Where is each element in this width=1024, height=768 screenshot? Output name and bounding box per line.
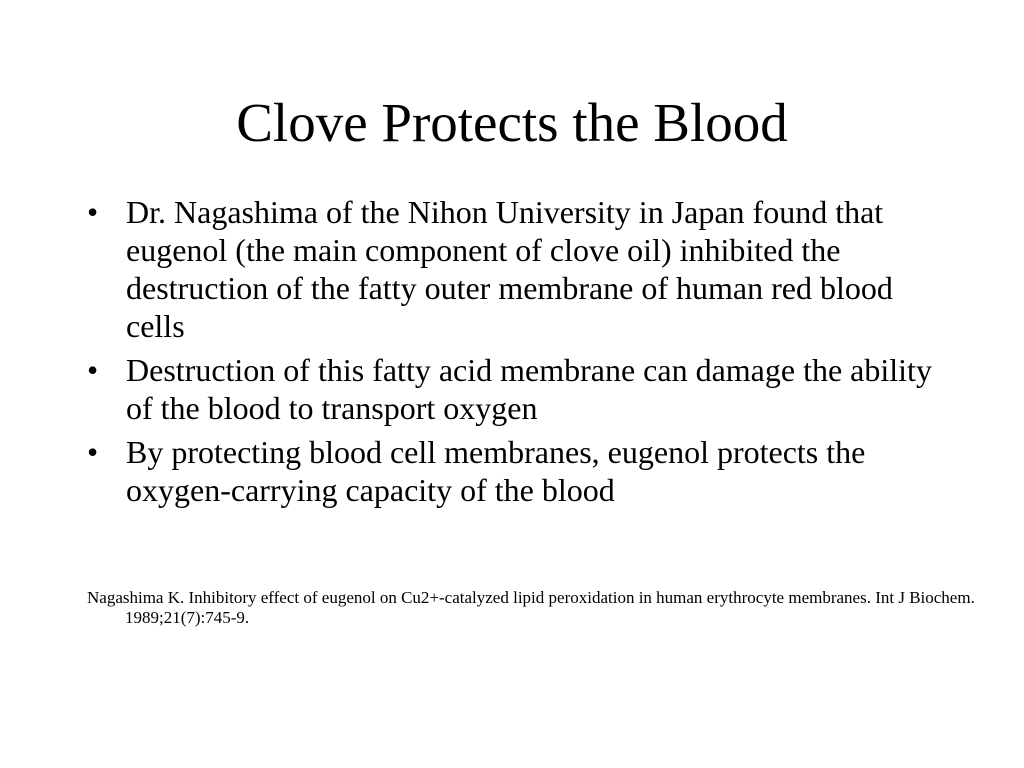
bullet-dot-icon: • (87, 434, 99, 470)
bullet-item (87, 351, 947, 427)
citation: Nagashima K. Inhibitory effect of eugenol on Cu2+-catalyzed lipid peroxidation in human erythrocyte membranes. Int J Biochem. 1989;21(7):745-9. (87, 588, 975, 627)
bullet-dot-icon: • (87, 194, 99, 230)
slide-title: Clove Protects the Blood (236, 92, 788, 153)
bullet-text: Dr. Nagashima of the Nihon University in Japan found that eugenol (the main component of clove oil) inhibited the destruction of the fatty outer membrane of human red blood cells (126, 194, 893, 344)
bullet-list (87, 193, 947, 515)
bullet-item (87, 193, 947, 345)
bullet-text: By protecting blood cell membranes, eugenol protects the oxygen-carrying capacity of the blood (126, 434, 866, 508)
bullet-item (87, 433, 947, 509)
bullet-dot-icon: • (87, 352, 99, 388)
bullet-text: Destruction of this fatty acid membrane can damage the ability of the blood to transport oxygen (126, 352, 932, 426)
